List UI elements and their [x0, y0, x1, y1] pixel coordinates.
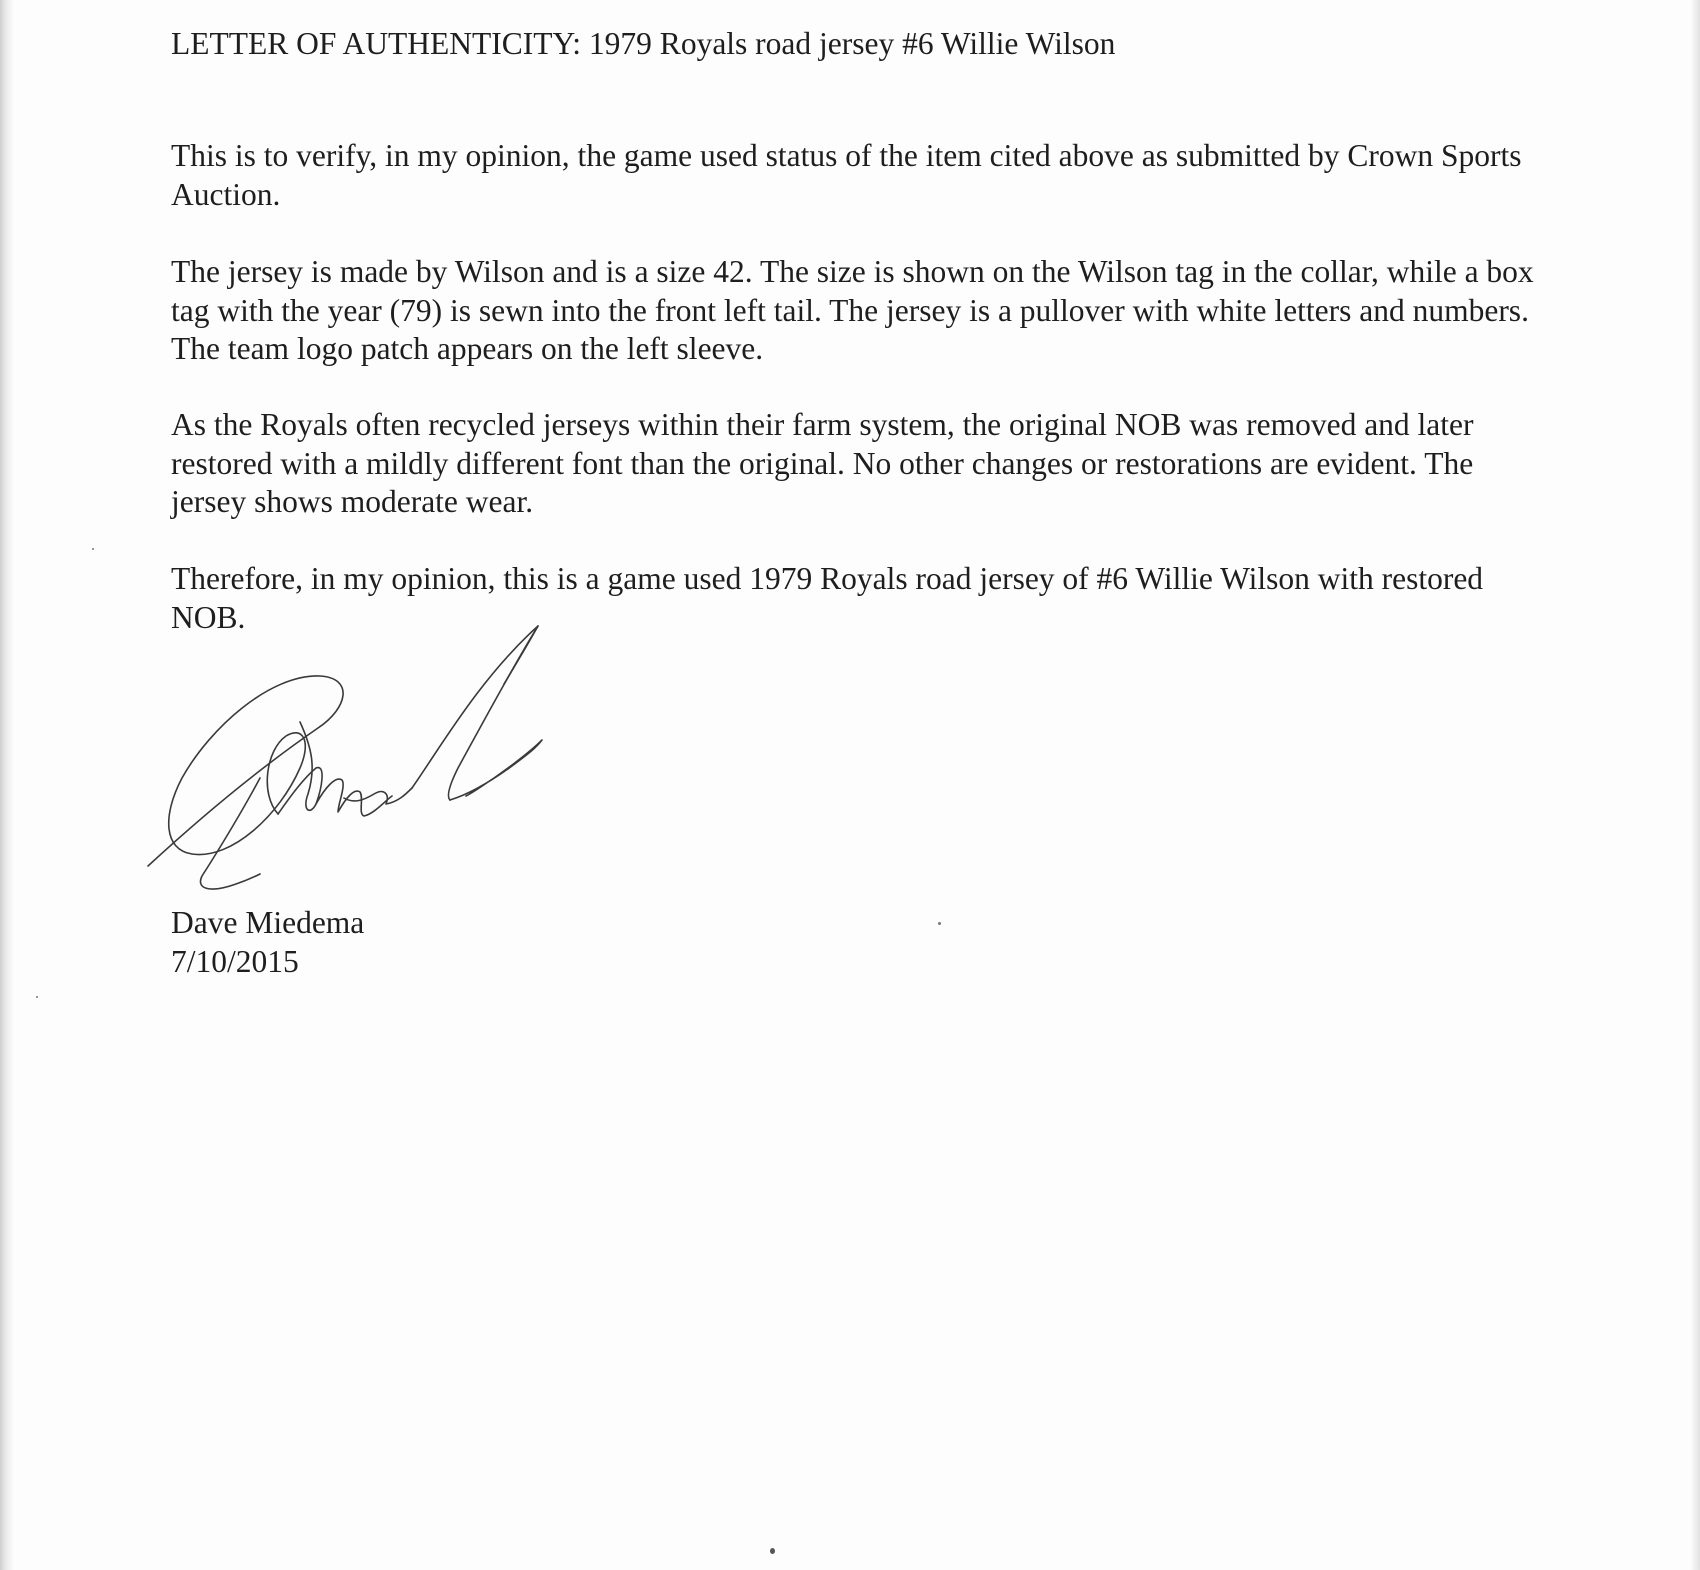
paragraph-jersey-description: The jersey is made by Wilson and is a size 42. The size is shown on the Wilson tag in the collar, while a box tag with the year (79) is sewn into the front left tail. The jersey is a pullover with white letters and numbers. The team logo patch appears on the left sleeve.: [171, 254, 1534, 366]
scan-shadow-right: [1690, 0, 1700, 1570]
signer-name: Dave Miedema: [171, 905, 365, 940]
letter-heading: LETTER OF AUTHENTICITY: 1979 Royals road jersey #6 Willie Wilson: [171, 26, 1116, 61]
handwritten-signature: [140, 618, 580, 898]
paragraph-verification: This is to verify, in my opinion, the game used status of the item cited above as submitted by Crown Sports Auction.: [171, 138, 1522, 212]
scan-speck: [92, 548, 94, 550]
letter-date: 7/10/2015: [171, 944, 299, 979]
scan-speck: [36, 996, 38, 998]
paragraph-conclusion: Therefore, in my opinion, this is a game used 1979 Royals road jersey of #6 Willie Wilson with restored NOB.: [171, 561, 1484, 635]
paragraph-restoration-notes: As the Royals often recycled jerseys within their farm system, the original NOB was removed and later restored with a mildly different font than the original. No other changes or restorations are evident. The jersey shows moderate wear.: [171, 407, 1474, 519]
scan-speck: [770, 1548, 775, 1554]
scan-speck: [938, 922, 941, 925]
scan-shadow-left: [0, 0, 14, 1570]
